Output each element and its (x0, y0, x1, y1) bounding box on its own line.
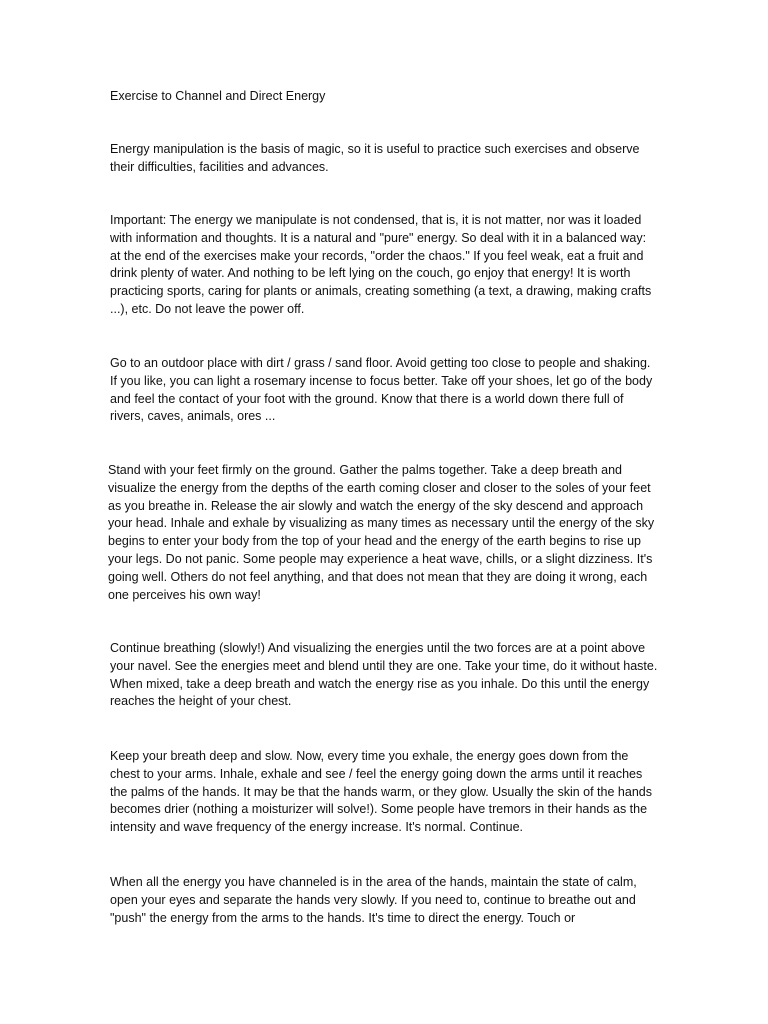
paragraph-channeled: When all the energy you have channeled is in the area of the hands, maintain the state of calm, open your eyes and separate the hands very slowly. If you need to, continue to breathe out and "push" the energy from the arms to the hands. It's time to direct the energy. Touch or (110, 875, 637, 925)
paragraph-outdoor: Go to an outdoor place with dirt / grass / sand floor. Avoid getting too close to people and shaking. If you like, you can light a rosemary incense to focus better. Take off your shoes, let go of the body and feel the contact of your foot with the ground. Know that there is a world down there full of rivers, caves, animals, ores ... (110, 356, 653, 424)
paragraph-intro: Energy manipulation is the basis of magic, so it is useful to practice such exercises and observe their difficulties, facilities and advances. (110, 142, 640, 174)
document-title: Exercise to Channel and Direct Energy (110, 89, 326, 103)
paragraph-continue-breathing: Continue breathing (slowly!) And visualizing the energies until the two forces are at a point above your navel. See the energies meet and blend until they are one. Take your time, do it without haste. When mixed, take a deep breath and watch the energy rise as you inhale. Do this until the energy reaches the height of your chest. (110, 641, 658, 709)
paragraph-keep-breath: Keep your breath deep and slow. Now, every time you exhale, the energy goes down from the chest to your arms. Inhale, exhale and see / feel the energy going down the arms until it reaches the palms of the hands. It may be that the hands warm, or they glow. Usually the skin of the hands becomes drier (nothing a moisturizer will solve!). Some people have tremors in their hands as the intensity and wave frequency of the energy increase. It's normal. Continue. (110, 749, 652, 835)
paragraph-stand: Stand with your feet firmly on the ground. Gather the palms together. Take a deep breath and visualize the energy from the depths of the earth coming closer and closer to the soles of your feet as you breathe in. Release the air slowly and watch the energy of the sky descend and approach your head. Inhale and exhale by visualizing as many times as necessary until the energy of the sky begins to enter your body from the top of your head and the energy of the earth begins to rise up your legs. Do not panic. Some people may experience a heat wave, chills, or a slight dizziness. It's going well. Others do not feel anything, and that does not mean that they are doing it wrong, each one perceives his own way! (108, 463, 655, 602)
paragraph-important: Important: The energy we manipulate is not condensed, that is, it is not matter, nor was it loaded with information and thoughts. It is a natural and "pure" energy. So deal with it in a balanced way: at the end of the exercises make your records, "order the chaos." If you feel weak, eat a fruit and drink plenty of water. And nothing to be left lying on the couch, go enjoy that energy! It is worth practicing sports, caring for plants or animals, creating something (a text, a drawing, making crafts ...), etc. Do not leave the power off. (110, 213, 652, 316)
